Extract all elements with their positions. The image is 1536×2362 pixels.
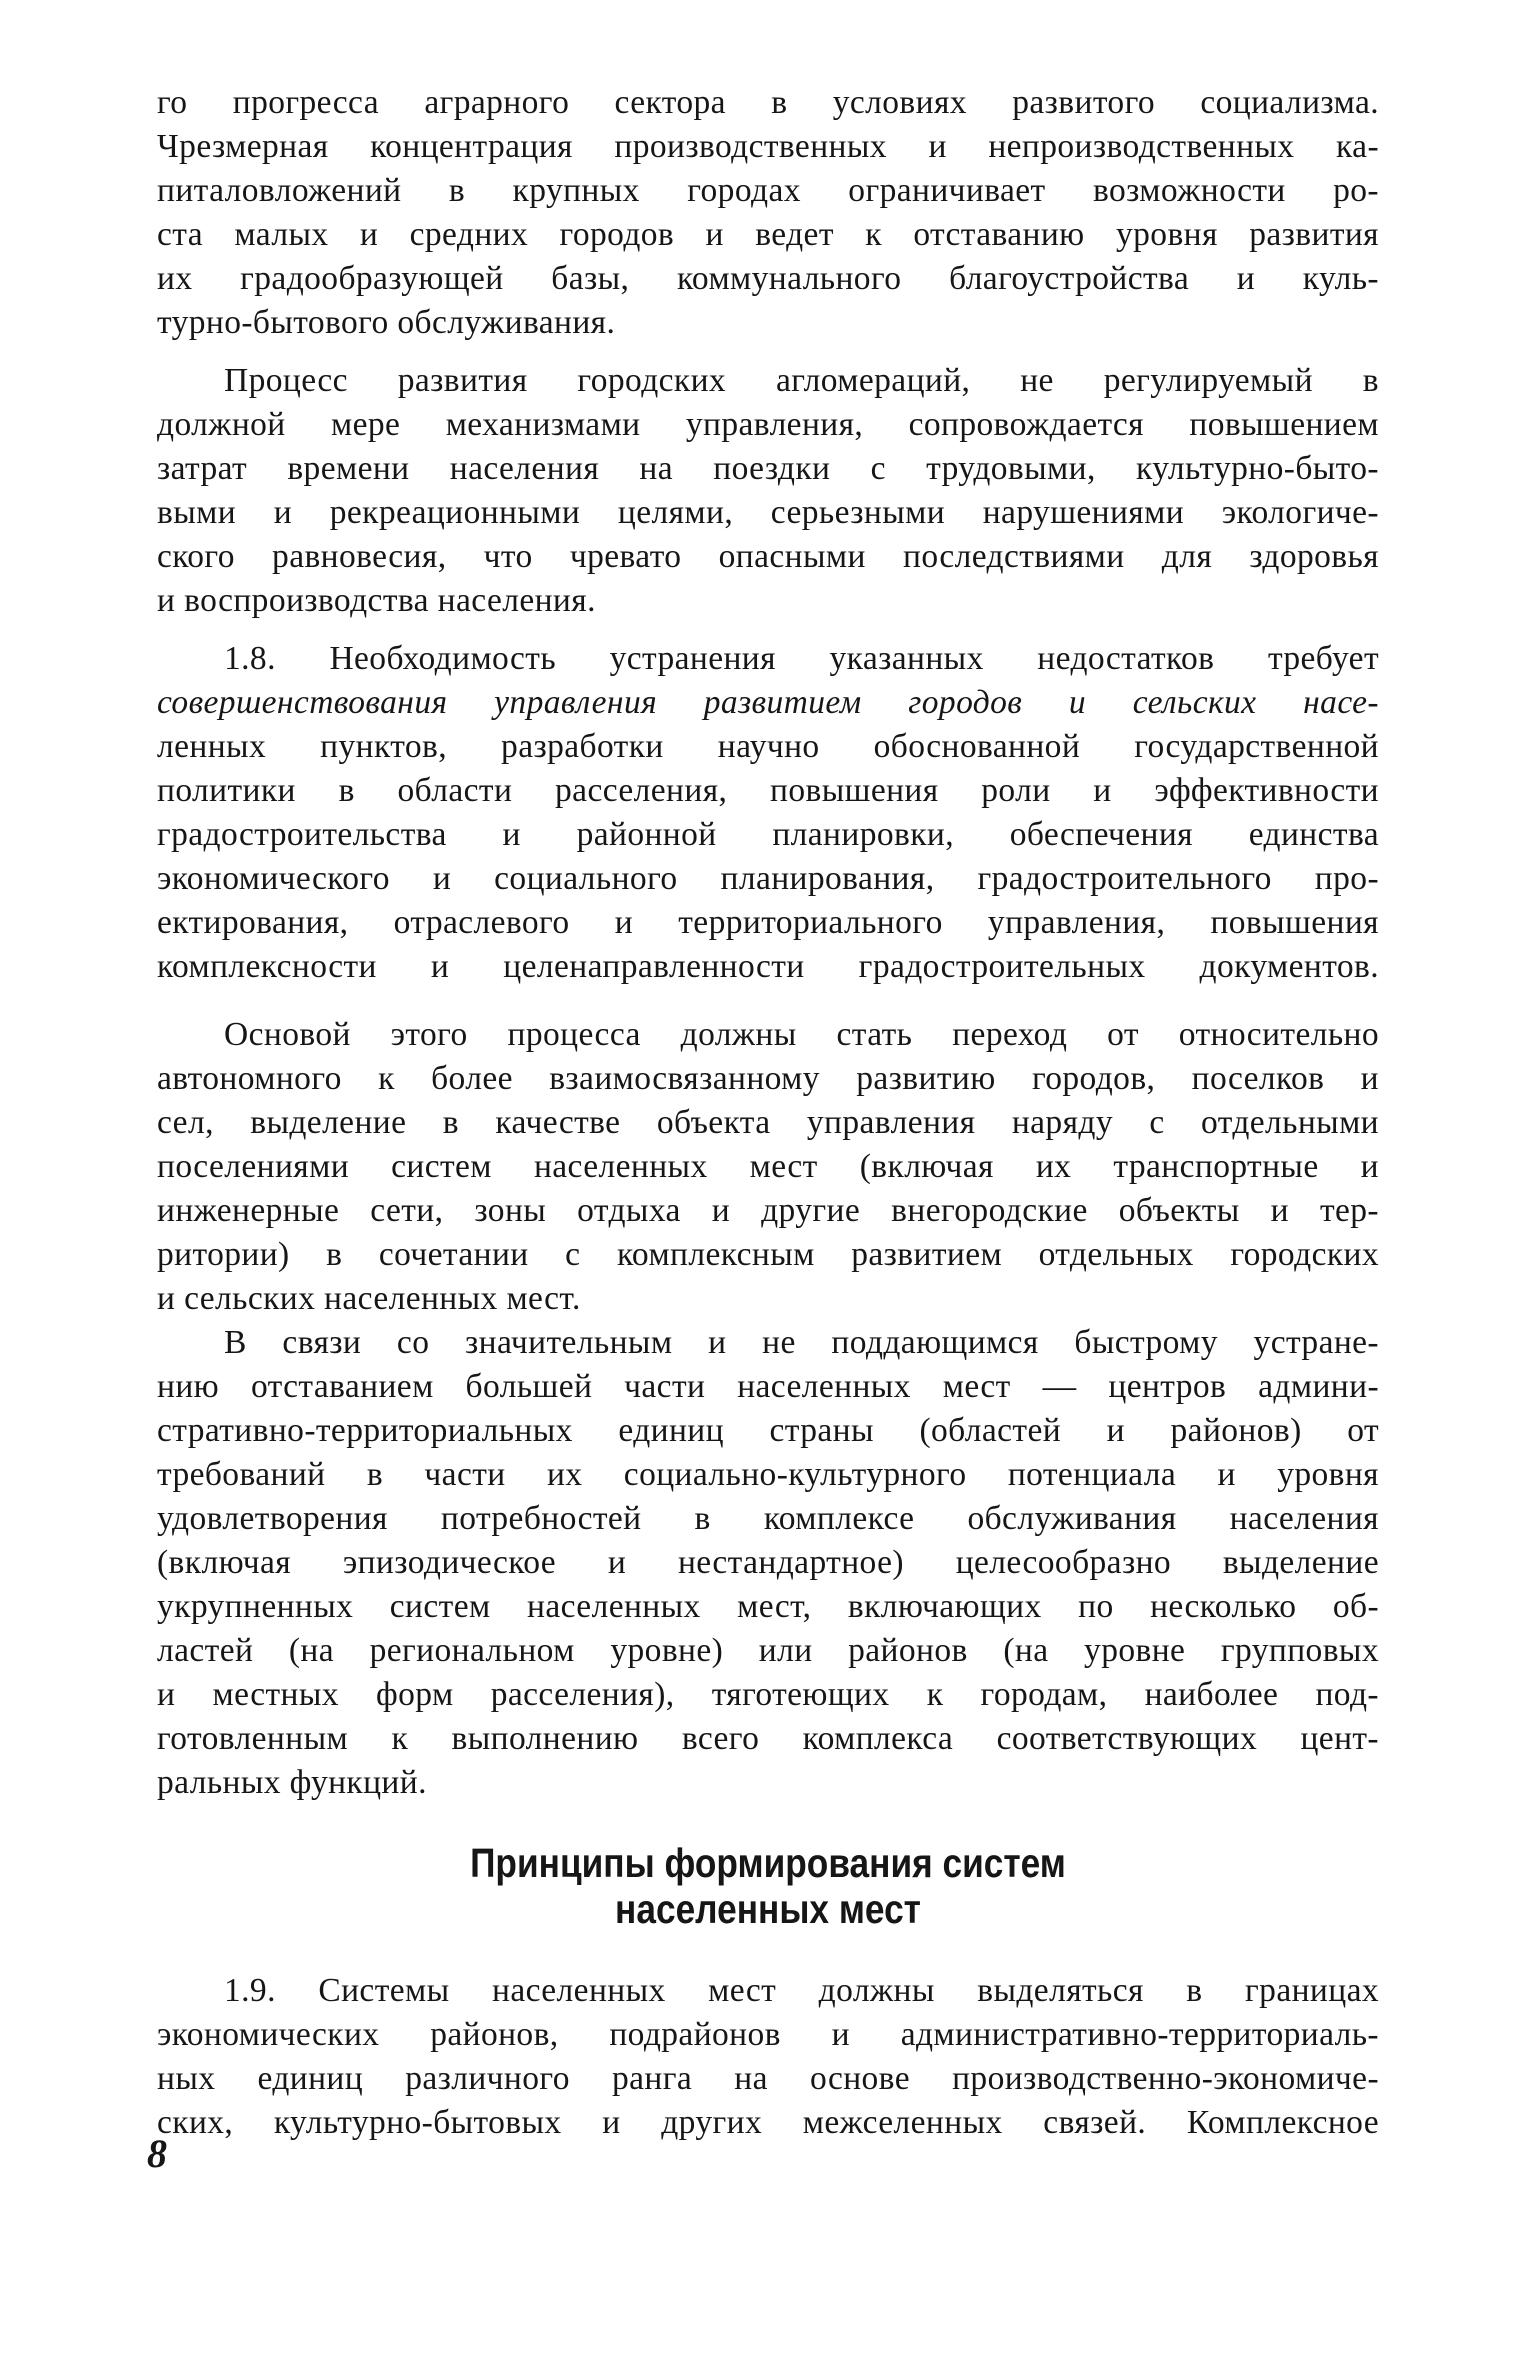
text-line: удовлетворения потребностей в комплексе обслуживания населения <box>157 1500 1379 1537</box>
text-line: ского равновесия, что чревато опасными последствиями для здоровья <box>157 538 1379 575</box>
text-line: готовленным к выполнению всего комплекса соответствующих цент- <box>157 1720 1379 1757</box>
text-line: политики в области расселения, повышения роли и эффективности <box>157 772 1379 809</box>
text-line: комплексности и целенаправленности градостроительных документов. <box>157 948 1379 985</box>
text-line: сел, выделение в качестве объекта управления наряду с отдельными <box>157 1104 1379 1141</box>
text-line: Процесс развития городских агломераций, не регулируемый в <box>224 362 1379 399</box>
text-line: и сельских населенных мест. <box>157 1280 581 1317</box>
text-line: нию отставанием большей части населенных мест — центров админи- <box>157 1368 1379 1405</box>
text-line: ских, культурно-бытовых и других межселенных связей. Комплексное <box>157 2104 1379 2141</box>
text-line: экономического и социального планирования, градостроительного про- <box>157 860 1379 897</box>
text-line: их градообразующей базы, коммунального благоустройства и куль- <box>157 260 1379 297</box>
text-line: и местных форм расселения), тяготеющих к городам, наиболее под- <box>157 1676 1379 1713</box>
text-line: ных единиц различного ранга на основе производственно-экономиче- <box>157 2060 1379 2097</box>
text-line: Чрезмерная концентрация производственных и непроизводственных ка- <box>157 128 1379 165</box>
section-heading-line-1: Принципы формирования систем <box>470 1840 1066 1886</box>
text-line: должной мере механизмами управления, сопровождается повышением <box>157 406 1379 443</box>
text-line: затрат времени населения на поездки с трудовыми, культурно-быто- <box>157 450 1379 487</box>
text-line: ленных пунктов, разработки научно обоснованной государственной <box>157 728 1379 765</box>
text-line: автономного к более взаимосвязанному развитию городов, поселков и <box>157 1060 1379 1097</box>
text-line-italic: совершенствования управления развитием городов и сельских насе- <box>157 684 1379 721</box>
text-line: поселениями систем населенных мест (включая их транспортные и <box>157 1148 1379 1185</box>
text-line: 1.9. Системы населенных мест должны выделяться в границах <box>224 1972 1379 2009</box>
text-line: Основой этого процесса должны стать переход от относительно <box>224 1016 1379 1053</box>
text-line: В связи со значительным и не поддающимся быстрому устране- <box>224 1324 1379 1361</box>
text-line: ластей (на региональном уровне) или районов (на уровне групповых <box>157 1632 1379 1669</box>
text-line <box>224 636 1379 682</box>
text-line: градостроительства и районной планировки, обеспечения единства <box>157 816 1379 853</box>
text-line: укрупненных систем населенных мест, включающих по несколько об- <box>157 1588 1379 1625</box>
text-line: ральных функций. <box>157 1764 427 1801</box>
text-line: ста малых и средних городов и ведет к отставанию уровня развития <box>157 216 1379 253</box>
text-line: стративно-территориальных единиц страны (областей и районов) от <box>157 1412 1379 1449</box>
clause-text: Необходимость устранения указанных недостатков требует <box>329 640 1379 677</box>
text-line: ектирования, отраслевого и территориального управления, повышения <box>157 904 1379 941</box>
text-line: ритории) в сочетании с комплексным развитием отдельных городских <box>157 1236 1379 1273</box>
page-number: 8 <box>147 2131 167 2176</box>
text-line: требований в части их социально-культурного потенциала и уровня <box>157 1456 1379 1493</box>
text-line: экономических районов, подрайонов и административно-территориаль- <box>157 2016 1379 2053</box>
text-line: и воспроизводства населения. <box>157 582 596 619</box>
text-line: го прогресса аграрного сектора в условиях развитого социализма. <box>157 84 1379 121</box>
text-line: питаловложений в крупных городах ограничивает возможности ро- <box>157 172 1379 209</box>
clause-number: 1.8. <box>224 640 276 677</box>
text-line: выми и рекреационными целями, серьезными нарушениями экологиче- <box>157 494 1379 531</box>
text-line: инженерные сети, зоны отдыха и другие внегородские объекты и тер- <box>157 1192 1379 1229</box>
text-line: турно-бытового обслуживания. <box>157 304 616 341</box>
section-heading-line-2: населенных мест <box>615 1886 921 1932</box>
text-line: (включая эпизодическое и нестандартное) целесообразно выделение <box>157 1544 1379 1581</box>
